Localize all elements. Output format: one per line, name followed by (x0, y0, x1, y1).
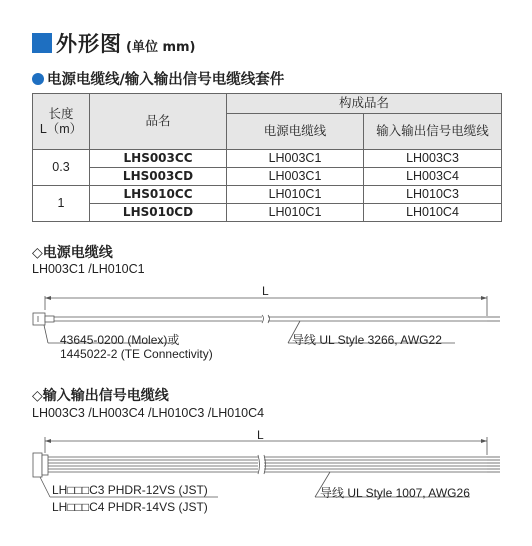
cell-io: LH010C4 (364, 204, 502, 222)
cell-part: LHS010CC (90, 186, 227, 204)
table-row (33, 150, 502, 168)
connector-latch (45, 316, 54, 322)
title-unit: (单位 mm) (126, 40, 196, 55)
power-cable-title: ◇电源电缆线 (32, 245, 113, 261)
cell-part: LHS010CD (90, 204, 227, 222)
cell-length: 1 (33, 186, 90, 222)
io-connector-line2: LH□□□C4 PHDR-14VS (JST) (52, 500, 208, 514)
cell-power: LH003C1 (227, 168, 364, 186)
header-io: 输入输出信号电缆线 (364, 114, 502, 150)
io-dim-label: L (257, 428, 264, 442)
title-text: 外形图 (56, 32, 122, 56)
table-row (33, 186, 502, 204)
io-cable-models: LH003C3 /LH003C4 /LH010C3 /LH010C4 (32, 406, 265, 420)
cell-length: 0.3 (33, 150, 90, 186)
cell-part: LHS003CD (90, 168, 227, 186)
cell-power: LH010C1 (227, 204, 364, 222)
section-title: 电源电缆线/输入输出信号电缆线套件 (47, 72, 285, 88)
spec-table (32, 93, 502, 222)
cell-io: LH003C4 (364, 168, 502, 186)
connector-body (33, 313, 45, 325)
header-components: 构成品名 (227, 94, 502, 114)
cell-part: LHS003CC (90, 150, 227, 168)
io-wire-label (320, 484, 470, 501)
header-length (33, 94, 90, 150)
table-row (33, 204, 502, 222)
title-marker (32, 33, 52, 53)
power-wire-spec: UL Style 3266, AWG22 (319, 333, 442, 347)
power-dim-label: L (262, 284, 269, 298)
cell-power: LH003C1 (227, 150, 364, 168)
page-title (32, 30, 196, 56)
cell-io: LH003C3 (364, 150, 502, 168)
header-power: 电源电缆线 (227, 114, 364, 150)
header-length-unit: L（m） (39, 121, 83, 136)
power-connector-line2: 1445022-2 (TE Connectivity) (60, 347, 213, 361)
io-connector-front (42, 455, 48, 475)
section-heading (32, 68, 284, 89)
table-row (33, 168, 502, 186)
io-connector-body (33, 453, 42, 477)
io-wire-cn: 导线 (320, 486, 345, 500)
bullet-dot-icon (32, 73, 44, 85)
io-wire-spec: UL Style 1007, AWG26 (347, 486, 470, 500)
cell-io: LH010C3 (364, 186, 502, 204)
header-length-label: 长度 (48, 106, 74, 122)
header-part: 品名 (90, 94, 227, 150)
power-wire-cn: 导线 (292, 333, 317, 347)
io-cable-title: ◇输入输出信号电缆线 (32, 388, 169, 404)
power-connector-line1: 43645-0200 (Molex)或 (60, 333, 180, 347)
io-connector-line1: LH□□□C3 PHDR-12VS (JST) (52, 483, 208, 497)
power-wire-label (292, 331, 442, 348)
power-cable-models: LH003C1 /LH010C1 (32, 262, 145, 276)
cell-power: LH010C1 (227, 186, 364, 204)
